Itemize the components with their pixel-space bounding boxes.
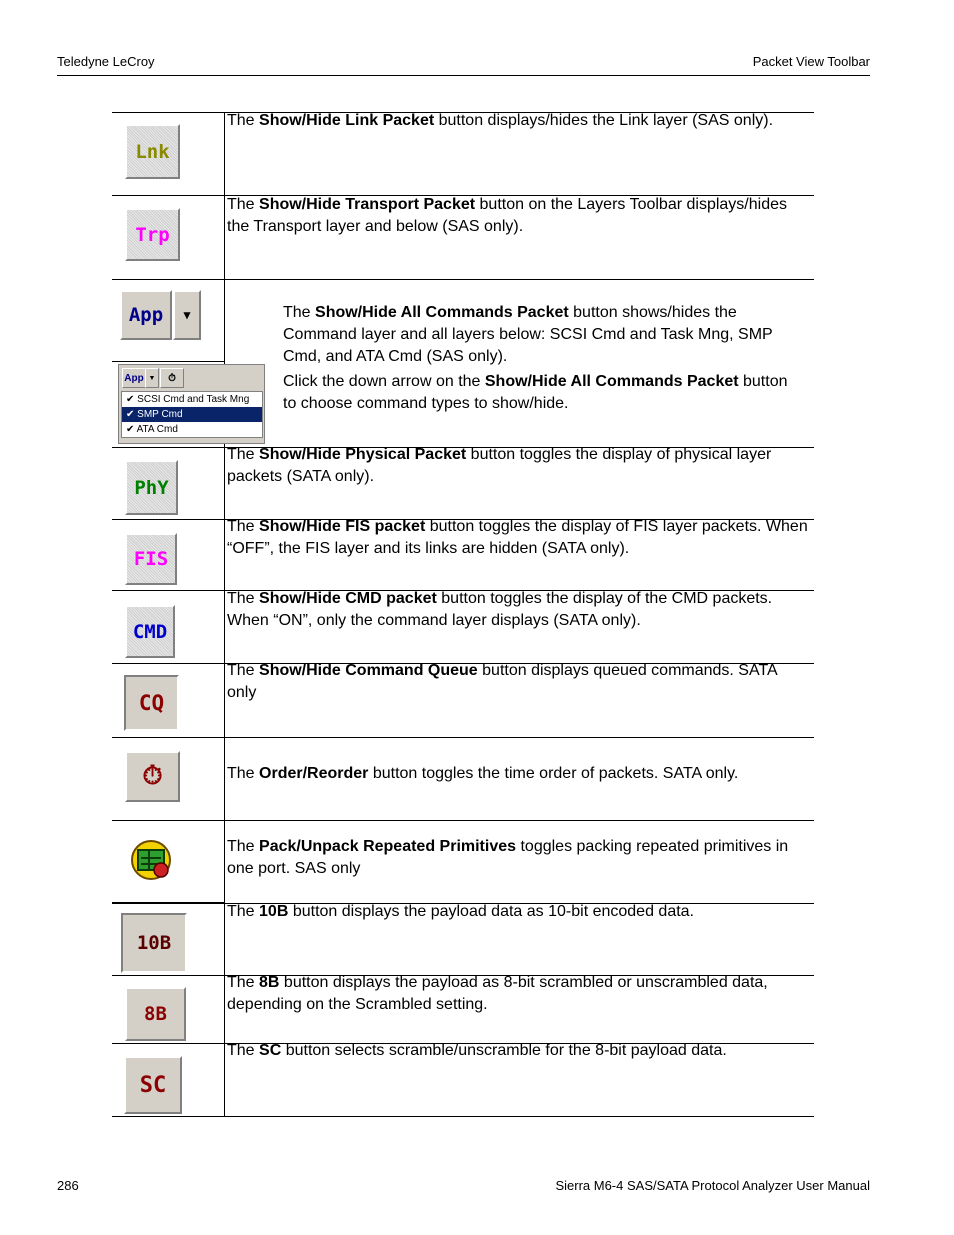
footer-title: Sierra M6-4 SAS/SATA Protocol Analyzer User Manual (555, 1178, 870, 1193)
show-hide-fis-packet-button[interactable] (125, 533, 177, 585)
command-queue-label: CQ (138, 691, 165, 715)
description-physical: The Show/Hide Physical Packet button toggles the display of physical layer packets (SATA only). (227, 446, 772, 485)
check-icon: ✔ (126, 409, 138, 420)
mini-stopwatch-button[interactable] (160, 368, 184, 388)
show-hide-physical-packet-button[interactable] (125, 460, 178, 515)
check-icon: ✔ (126, 424, 137, 435)
page-number: 286 (57, 1178, 79, 1193)
header-left: Teledyne LeCroy (57, 54, 155, 69)
10b-button[interactable] (121, 913, 187, 973)
menu-item-scsi[interactable]: ✔ SCSI Cmd and Task Mng (126, 394, 250, 405)
description-fis: The Show/Hide FIS packet button toggles the display of FIS layer packets. When “OFF”, the FIS layer and its links are hidden (SATA only). (227, 518, 808, 557)
check-icon: ✔ (126, 394, 138, 405)
chevron-down-icon: ▼ (148, 374, 156, 382)
physical-label: PhY (134, 476, 169, 499)
repeat-primitives-icon (127, 836, 175, 884)
link-label: Lnk (135, 140, 170, 163)
description-command-queue: The Show/Hide Command Queue button displays queued commands. SATA only (227, 662, 777, 701)
description-all-commands-arrow: Click the down arrow on the Show/Hide All Commands Packet button to choose command types to show/hide. (283, 373, 788, 412)
cell-divider (112, 902, 224, 904)
all-commands-dropdown-arrow[interactable] (173, 290, 201, 340)
description-8b: The 8B button displays the payload as 8-bit scrambled or unscrambled data, depending on the Scrambled setting. (227, 974, 768, 1013)
header-rule (57, 75, 870, 76)
show-hide-cmd-packet-button[interactable] (125, 605, 175, 658)
8b-label: 8B (144, 1003, 167, 1025)
all-commands-label: App (128, 304, 164, 326)
column-divider (224, 112, 225, 1117)
command-type-list (121, 391, 263, 438)
header-right: Packet View Toolbar (752, 54, 870, 69)
pack-unpack-button[interactable] (124, 831, 178, 888)
fis-label: FIS (133, 548, 169, 570)
stopwatch-icon: ⏱ (168, 372, 176, 384)
menu-item-smp[interactable]: ✔ SMP Cmd (122, 407, 262, 422)
mini-app-button[interactable]: App (122, 368, 146, 388)
10b-label: 10B (136, 932, 172, 954)
description-10b: The 10B button displays the payload data as 10-bit encoded data. (227, 903, 694, 920)
description-cmd: The Show/Hide CMD packet button toggles the display of the CMD packets. When “ON”, only the command layer displays (SATA only). (227, 590, 773, 629)
description-link: The Show/Hide Link Packet button displays/hides the Link layer (SAS only). (227, 112, 774, 129)
chevron-down-icon: ▼ (183, 308, 191, 322)
sc-button[interactable] (124, 1056, 182, 1114)
show-hide-all-commands-button[interactable] (120, 290, 172, 340)
cmd-label: CMD (132, 620, 168, 643)
transport-label: Trp (135, 223, 170, 246)
stopwatch-icon: ⏱ (142, 761, 163, 791)
description-order-reorder: The Order/Reorder button toggles the time order of packets. SATA only. (227, 765, 739, 782)
description-all-commands: The Show/Hide All Commands Packet button shows/hides the Command layer and all layers below: SCSI Cmd and Task Mng, SMP Cmd, and ATA Cmd (SAS only). (283, 304, 773, 365)
8b-button[interactable] (125, 987, 186, 1041)
cell-divider (112, 361, 224, 362)
show-hide-link-packet-button[interactable] (125, 124, 180, 179)
description-pack-unpack: The Pack/Unpack Repeated Primitives toggles packing repeated primitives in one port. SAS only (227, 838, 789, 877)
order-reorder-button[interactable] (125, 751, 180, 802)
all-commands-dropdown-menu (118, 364, 265, 444)
mini-dropdown-arrow[interactable] (145, 368, 159, 388)
show-hide-transport-packet-button[interactable] (125, 208, 180, 261)
show-hide-command-queue-button[interactable] (124, 675, 179, 731)
description-transport: The Show/Hide Transport Packet button on the Layers Toolbar displays/hides the Transport layer and below (SAS only). (227, 196, 787, 235)
description-sc: The SC button selects scramble/unscramble for the 8-bit payload data. (227, 1042, 727, 1059)
menu-item-ata[interactable]: ✔ ATA Cmd (126, 424, 178, 435)
sc-label: SC (139, 1072, 167, 1098)
